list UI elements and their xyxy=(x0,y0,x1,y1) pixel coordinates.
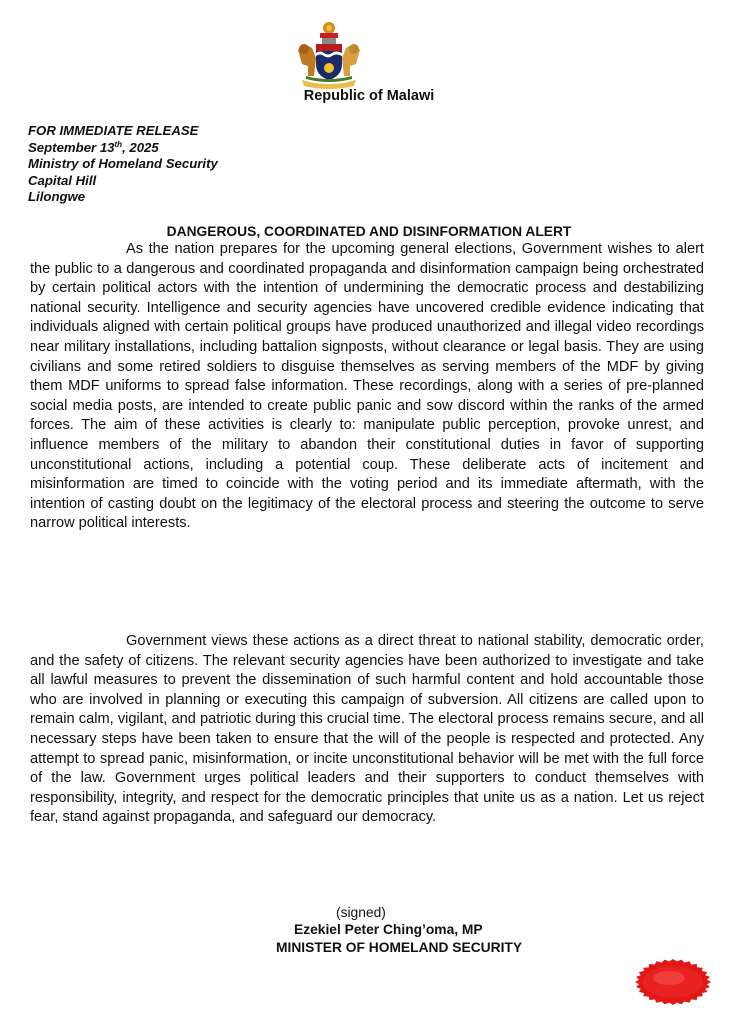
date-suffix: th xyxy=(114,139,123,149)
alert-heading: DANGEROUS, COORDINATED AND DISINFORMATION ALERT xyxy=(166,224,572,239)
body-paragraph-1: As the nation prepares for the upcoming general elections, Government wishes to alert the public to a dangerous and coordinated propaganda and disinformation campaign being orchestrated by certain political actors with the intention of undermining the democratic process and destabilizing national security. Intelligence and security agencies have uncovered credible evidence indicating that individuals aligned with certain political groups have produced unauthorized and illegal video recordings near military installations, including battalion signposts, without clearance or legal basis. They are using civilians and some retired soldiers to disguise themselves as serving members of the MDF by giving them MDF uniforms to spread false information. These recordings, along with a series of pre-planned social media posts, are intended to create public panic and sow discord within the ranks of the armed forces. The aim of these activities is clearly to: manipulate public perception, provoke unrest, and influence members of the military to abandon their constitutional duties in favor of supporting unconstitutional actions, including a potential coup. These deliberate acts of incitement and misinformation are timed to coincide with the voting period and its immediate aftermath, with the intention of casting doubt on the legitimacy of the electoral process and steering the outcome to serve narrow political interests. xyxy=(30,241,704,532)
body-paragraph-2: Government views these actions as a direct threat to national stability, democratic order, and the safety of citizens. The relevant security agencies have been authorized to investigate and take all lawful measures to prevent the dissemination of such harmful content and hold accountable those who are involved in planning or executing this campaign of subversion. All citizens are called upon to remain calm, vigilant, and patriotic during this crucial time. The electoral process remains secure, and all necessary steps have been taken to ensure that the will of the people is respected and protected. Any attempt to spread panic, misinformation, or incite unconstitutional behavior will be met with the full force of the law. Government urges political leaders and their supporters to conduct themselves with responsibility, integrity, and respect for the democratic principles that unite us as a nation. Let us reject fear, stand against propaganda, and safeguard our democracy. xyxy=(30,633,704,826)
release-status: FOR IMMEDIATE RELEASE xyxy=(28,123,199,138)
coat-of-arms-icon xyxy=(292,20,366,90)
location-line-2: Lilongwe xyxy=(28,189,86,204)
release-block xyxy=(28,123,218,206)
release-date: September 13th, 2025 xyxy=(28,139,159,155)
signer-title: MINISTER OF HOMELAND SECURITY xyxy=(276,940,523,955)
country-name: Republic of Malawi xyxy=(303,88,435,104)
location-line-1: Capital Hill xyxy=(28,172,97,188)
signer-name: Ezekiel Peter Ching’oma, MP xyxy=(294,922,483,937)
red-wax-seal-icon xyxy=(634,958,712,1006)
ministry-name: Ministry of Homeland Security xyxy=(28,156,218,171)
signed-note: (signed) xyxy=(336,905,386,920)
